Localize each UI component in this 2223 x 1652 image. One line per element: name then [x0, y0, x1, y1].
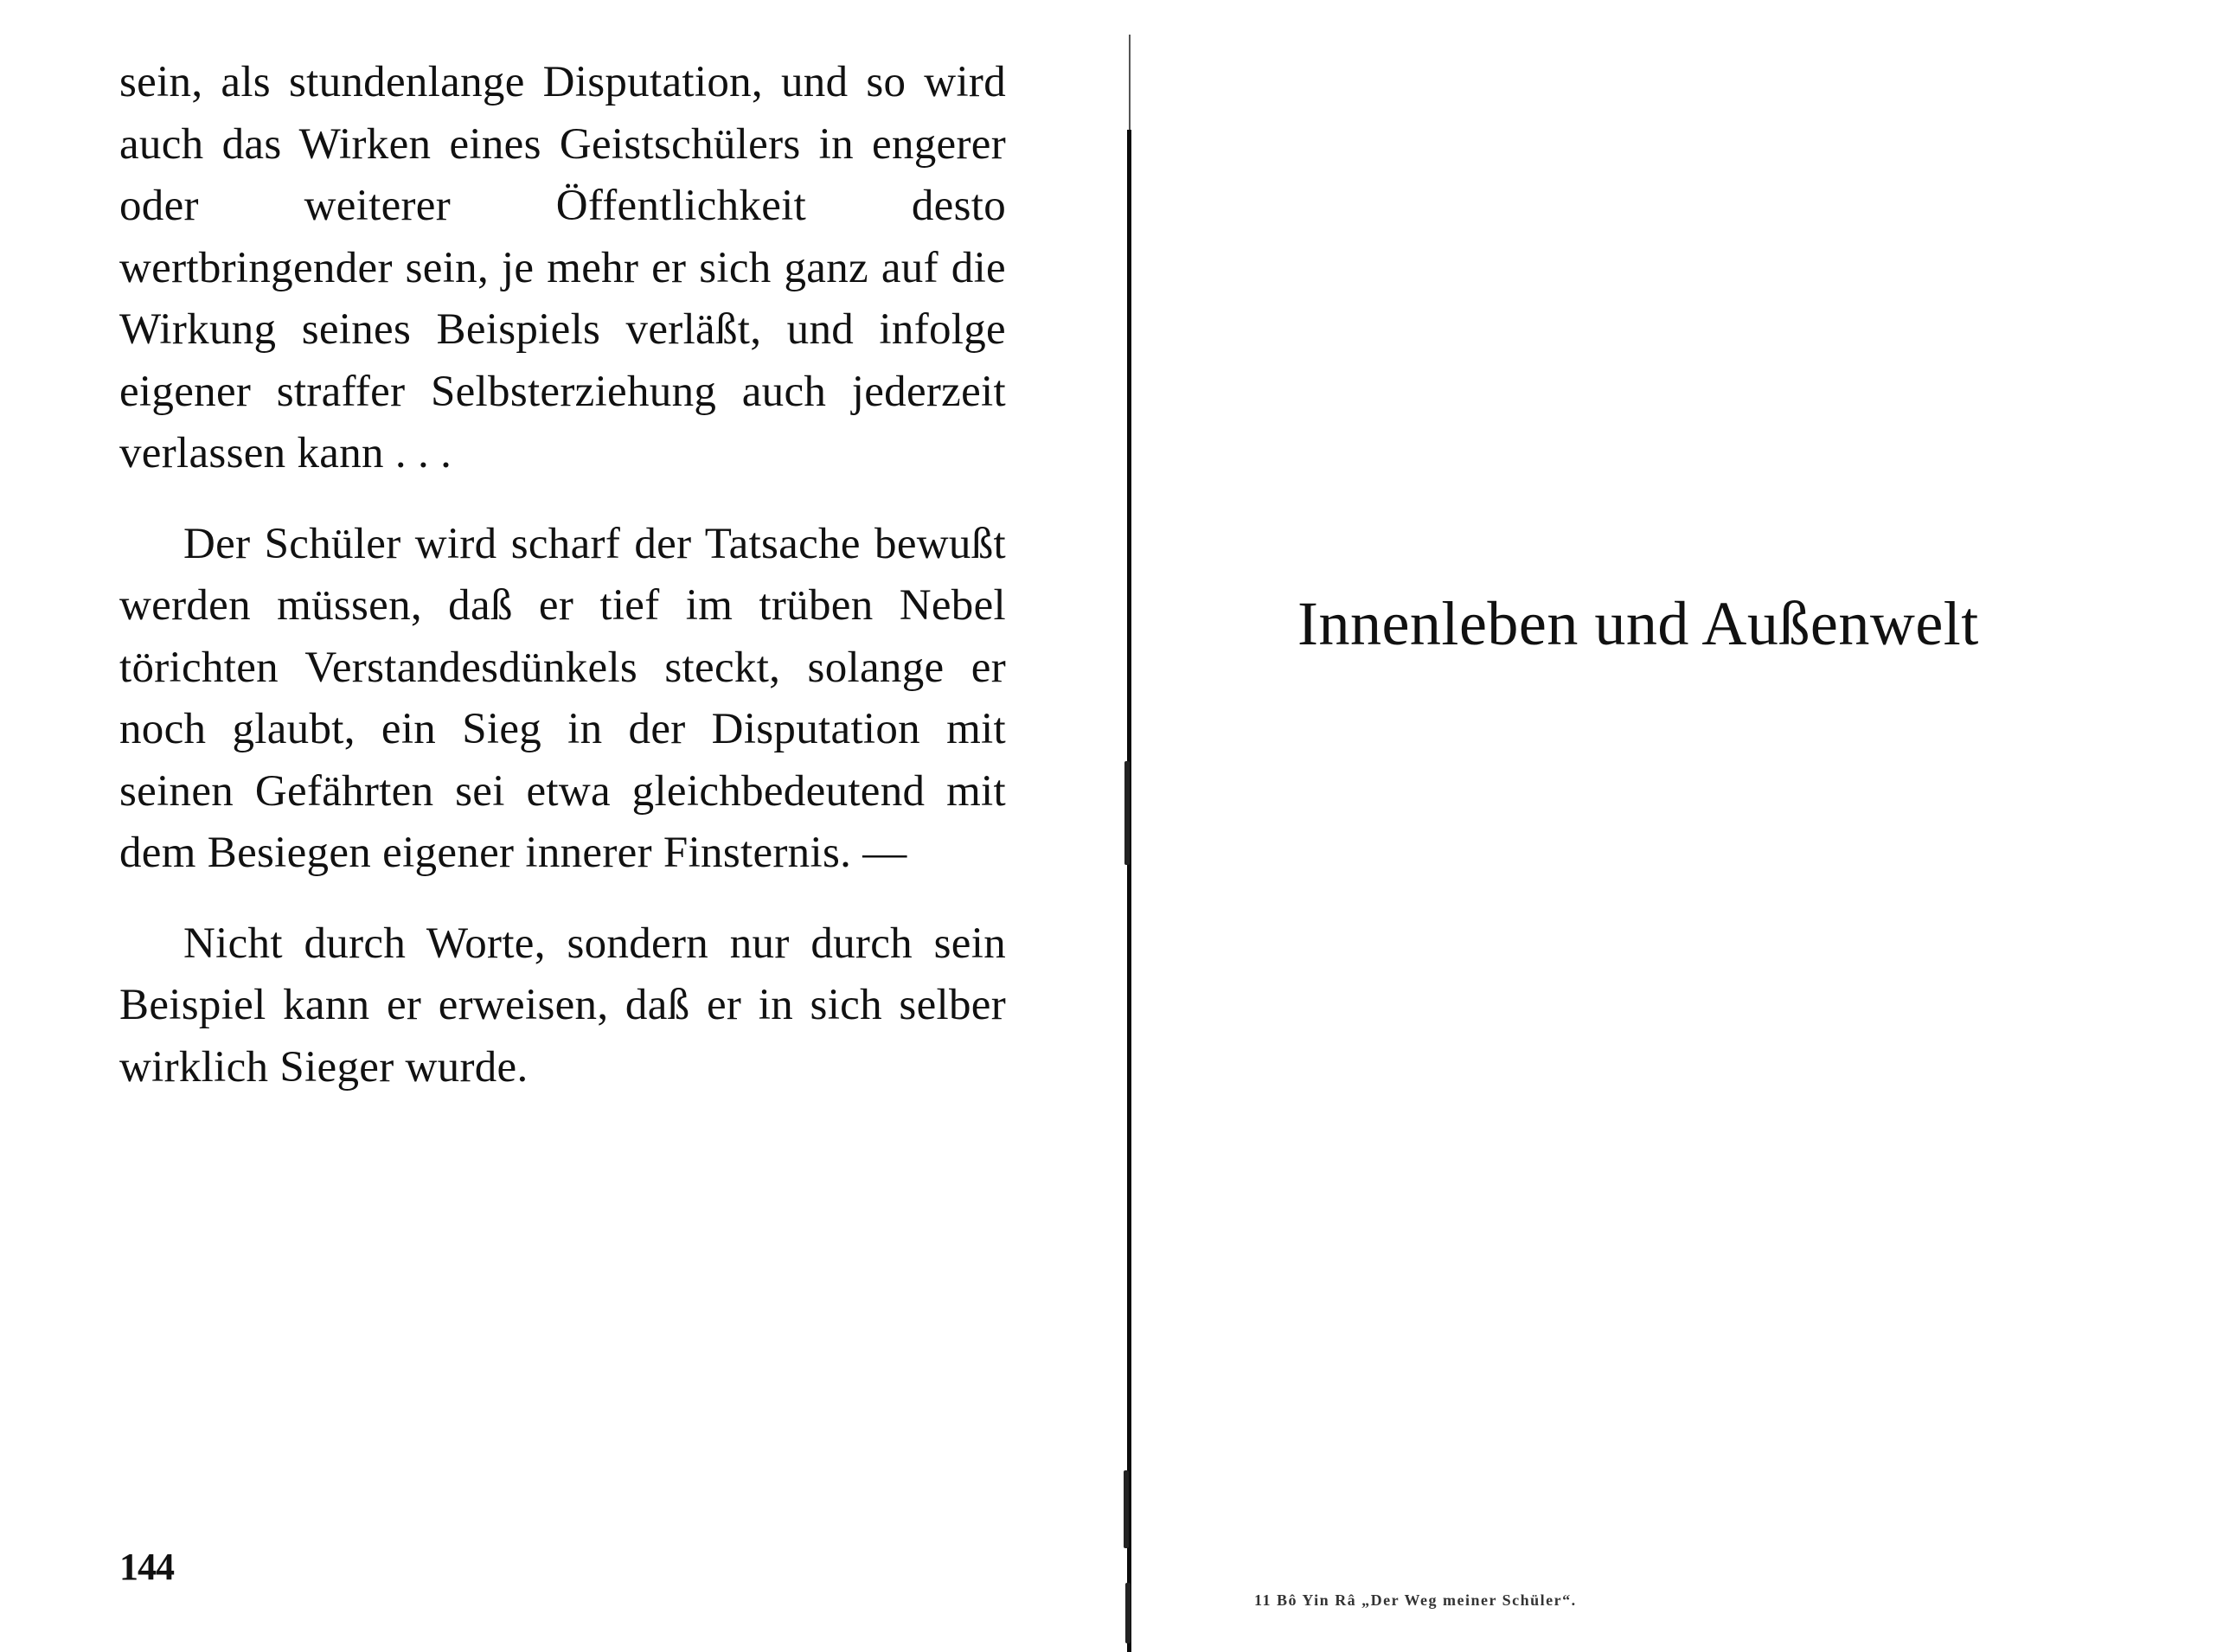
page-number: 144	[119, 1546, 174, 1588]
spine-speck	[1124, 1470, 1129, 1548]
paragraph-2: Der Schüler wird scharf der Tatsache bewußt werden müssen, daß er tief im trüben Nebel törichten Verstandesdünkels steckt, solange er noch glaubt, ein Sieg in der Disputation mit seinen Gefährten sei etwa gleichbedeutend mit dem Besiegen eigener innerer Finsternis. —	[119, 519, 1006, 877]
book-gutter	[1116, 0, 1142, 1652]
paragraph-3: Nicht durch Worte, sondern nur durch sein Beispiel kann er erweisen, daß er in sich selber wirklich Sieger wurde.	[119, 919, 1006, 1092]
body-text	[119, 52, 1006, 1098]
right-page	[1142, 0, 2223, 1652]
spine-line	[1127, 130, 1131, 1652]
footer-credit: 11 Bô Yin Râ „Der Weg meiner Schüler“.	[1254, 1591, 1577, 1609]
spine-speck	[1124, 761, 1130, 865]
spine-speck	[1125, 1583, 1131, 1643]
spine-line-top	[1129, 35, 1131, 130]
paragraph-1: sein, als stundenlange Disputation, und so wird auch das Wirken eines Geistschülers in engerer oder weiterer Öffentlichkeit desto wertbringender sein, je mehr er sich ganz auf die Wirkung seines Beispiels verläßt, und infolge eigener straffer Selbsterziehung auch jederzeit verlassen kann . . .	[119, 58, 1006, 477]
chapter-title: Innenleben und Außenwelt	[1297, 589, 1979, 658]
